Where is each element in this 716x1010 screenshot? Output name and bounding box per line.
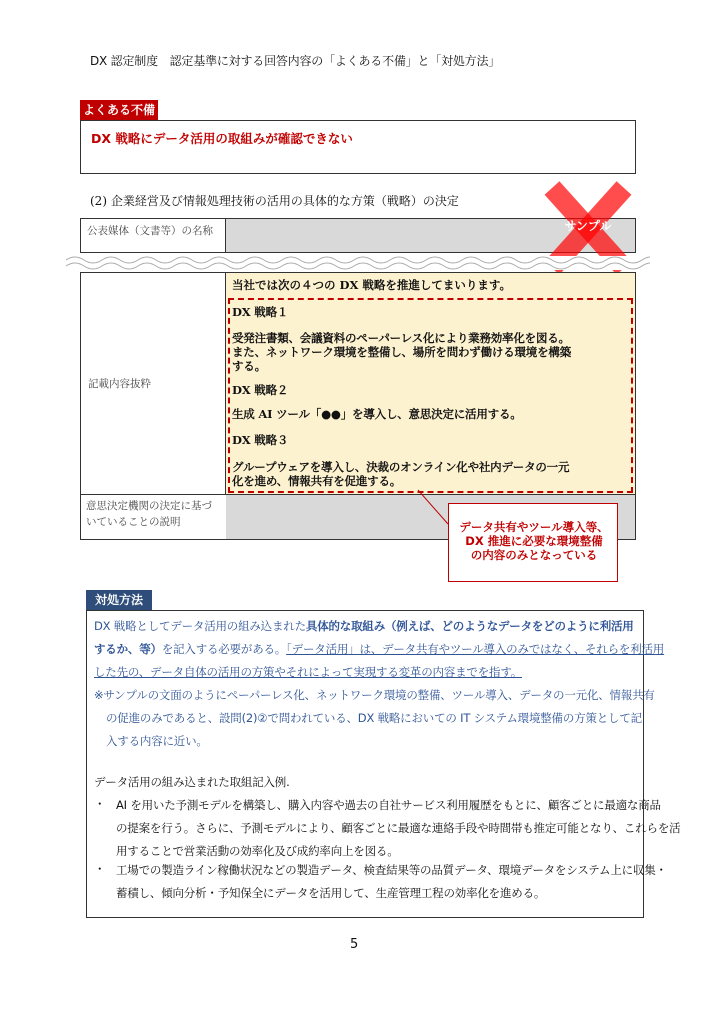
strategy3-line2: 化を進め、情報共有を促進する。 xyxy=(232,474,402,488)
strategy3-line1: グループウェアを導入し、決裁のオンライン化や社内データの一元 xyxy=(232,460,570,474)
strategy3-title: DX 戦略３ xyxy=(232,433,289,447)
issue-tag: よくある不備 xyxy=(80,100,158,120)
decision-label: 意思決定機関の決定に基づいていることの説明 xyxy=(86,500,212,528)
callout-text xyxy=(454,520,614,562)
remedy-p1-c: するか、等） xyxy=(94,642,162,656)
remedy-tag: 対処方法 xyxy=(86,590,152,610)
remedy-note-line1: ※サンプルの文面のようにペーパーレス化、ネットワーク環境の整備、ツール導入、データの一元化、情報共有 xyxy=(94,688,655,702)
strategy1-line3: する。 xyxy=(232,359,266,373)
callout-line3: の内容のみとなっている xyxy=(470,548,598,562)
sample-label: サンプル xyxy=(564,219,612,233)
table-break-wave xyxy=(66,252,650,274)
remedy-line3: した先の、データ自体の活用の方策やそれによって実現する変革の内容までを指す。 xyxy=(94,665,523,679)
strategy1-line1: 受発注書類、会議資料のペーパーレス化により業務効率化を図る。 xyxy=(232,331,570,345)
remedy-p1-b: 具体的な取組み（例えば、どのようなデータをどのように利活用 xyxy=(305,619,634,633)
bullet1-line3: 用することで営業活動の効率化及び成約率向上を図る。 xyxy=(116,844,399,858)
remedy-note-line2: の促進のみであると、設問(2)②で問われている、DX 戦略においての IT システム環境整備の方策として記 xyxy=(106,711,642,725)
remedy-p1-a: DX 戦略としてデータ活用の組み込まれた xyxy=(94,619,306,633)
issue-box xyxy=(80,120,636,174)
bullet1-line1: AI を用いた予測モデルを構築し、購入内容や過去の自社サービス利用履歴をもとに、顧客ごとに最適な商品 xyxy=(116,798,661,812)
bullet2-line2: 蓄積し、傾向分析・予知保全にデータを活用して、生産管理工程の効率化を進める。 xyxy=(116,886,546,900)
remedy-p1-e: 「データ活用」は、データ共有やツール導入のみではなく、それらを利活用 xyxy=(286,642,665,656)
row-divider xyxy=(80,494,636,495)
remedy-note-line3: 入する内容に近い。 xyxy=(106,734,208,748)
media-name-label: 公表媒体（文書等）の名称 xyxy=(81,219,226,252)
example-heading: データ活用の組み込まれた取組記入例. xyxy=(94,775,290,789)
bullet1-symbol: ・ xyxy=(94,797,106,811)
document-header: DX 認定制度 認定基準に対する回答内容の「よくある不備」と「対処方法」 xyxy=(90,54,501,68)
callout-line2: DX 推進に必要な環境整備 xyxy=(465,534,603,548)
strategy1-title: DX 戦略１ xyxy=(232,305,289,319)
excerpt-label: 記載内容抜粋 xyxy=(88,378,151,390)
strategy2-title: DX 戦略２ xyxy=(232,383,289,397)
strategy1-line2: また、ネットワーク環境を整備し、場所を問わず働ける環境を構築 xyxy=(232,345,571,359)
strategy2-line1: 生成 AI ツール「●●」を導入し、意思決定に活用する。 xyxy=(232,407,522,421)
bullet2-line1: 工場での製造ライン稼働状況などの製造データ、検査結果等の品質データ、環境データをシステム上に収集・ xyxy=(116,863,667,877)
section-title: (2) 企業経営及び情報処理技術の活用の具体的な方策（戦略）の決定 xyxy=(90,194,459,208)
issue-text: DX 戦略にデータ活用の取組みが確認できない xyxy=(91,131,353,146)
bullet2-symbol: ・ xyxy=(94,862,106,876)
remedy-p1-d: を記入する必要がある。 xyxy=(161,642,287,656)
remedy-line1 xyxy=(94,617,634,636)
page-number: 5 xyxy=(350,937,359,952)
remedy-line2 xyxy=(94,640,664,659)
callout-line1: データ共有やツール導入等、 xyxy=(459,520,609,534)
excerpt-intro: 当社では次の４つの DX 戦略を推進してまいります。 xyxy=(232,278,511,292)
bullet1-line2: の提案を行う。さらに、予測モデルにより、顧客ごとに最適な連絡手段や時間帯も推定可能となり、これらを活 xyxy=(116,821,681,835)
